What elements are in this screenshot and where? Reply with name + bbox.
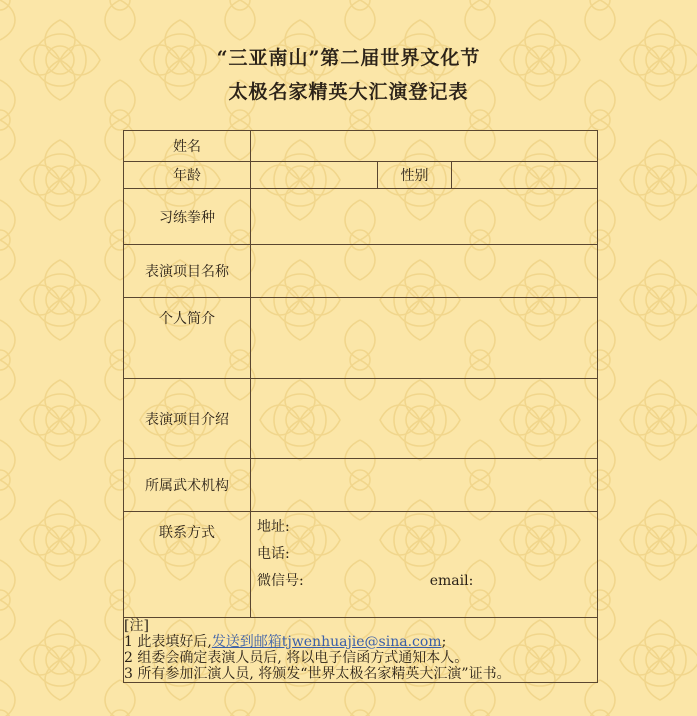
org-label: 所属武术机构 bbox=[124, 459, 251, 512]
note-1-prefix: 1 此表填好后, bbox=[124, 634, 212, 650]
contact-field[interactable] bbox=[251, 512, 598, 618]
gender-label: 性别 bbox=[378, 162, 452, 189]
boxing-style-field[interactable] bbox=[251, 189, 598, 245]
project-name-field[interactable] bbox=[251, 245, 598, 298]
form-title-line1: “三亚南山”第二届世界文化节 bbox=[216, 47, 481, 69]
age-label: 年龄 bbox=[124, 162, 251, 189]
wechat-label: 微信号: bbox=[257, 573, 304, 589]
note-line-2: 2 组委会确定表演人员后, 将以电子信函方式通知本人。 bbox=[124, 650, 469, 666]
name-label: 姓名 bbox=[124, 131, 251, 162]
registration-form-table bbox=[123, 130, 598, 683]
email-label: email: bbox=[429, 573, 474, 589]
bio-field[interactable] bbox=[251, 298, 598, 379]
notes-section bbox=[124, 618, 598, 683]
email-link[interactable]: 发送到邮箱tjwenhuajie@sina.com bbox=[211, 634, 442, 650]
note-line-1 bbox=[124, 634, 597, 650]
note-1-suffix: ; bbox=[441, 634, 447, 650]
project-name-label: 表演项目名称 bbox=[124, 245, 251, 298]
boxing-style-label: 习练拳种 bbox=[124, 189, 251, 245]
bio-label: 个人简介 bbox=[124, 298, 251, 379]
age-field[interactable] bbox=[251, 162, 378, 189]
project-intro-label: 表演项目介绍 bbox=[124, 379, 251, 459]
form-title-line2: 太极名家精英大汇演登记表 bbox=[228, 81, 469, 103]
gender-field[interactable] bbox=[452, 162, 598, 189]
contact-label: 联系方式 bbox=[124, 512, 251, 618]
project-intro-field[interactable] bbox=[251, 379, 598, 459]
phone-label: 电话: bbox=[257, 546, 290, 562]
org-field[interactable] bbox=[251, 459, 598, 512]
wechat-email-line bbox=[251, 568, 597, 595]
name-field[interactable] bbox=[251, 131, 598, 162]
address-label: 地址: bbox=[257, 519, 290, 535]
note-line-3: 3 所有参加汇演人员, 将颁发“世界太极名家精英大汇演”证书。 bbox=[124, 666, 511, 682]
notes-header: [注] bbox=[124, 618, 149, 634]
